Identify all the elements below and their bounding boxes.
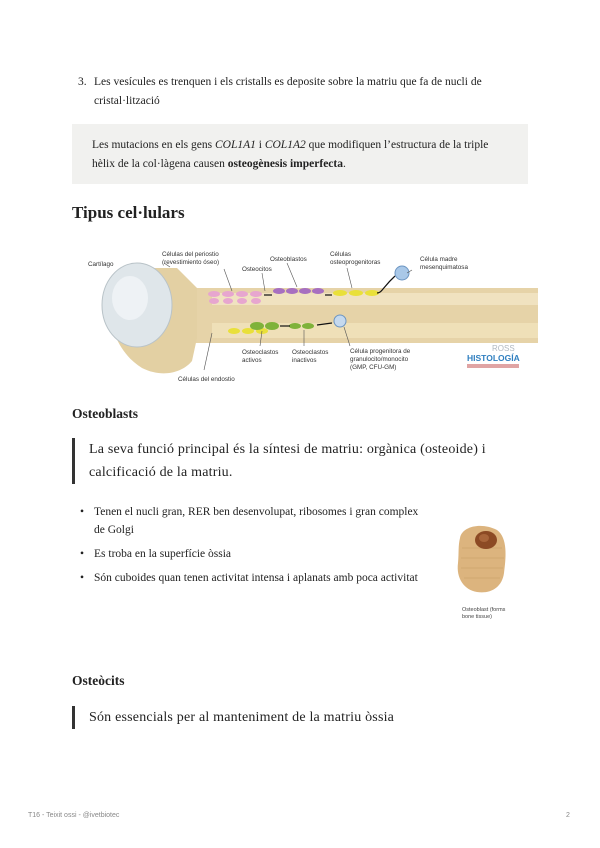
label-periostio: Células del periostio — [162, 251, 219, 258]
list-item: • Es troba en la superfície òssia — [78, 545, 428, 563]
label-inactivos-2: inactivos — [292, 357, 317, 364]
label-madre-2: mesenquimatosa — [420, 264, 468, 271]
gmp-progenitor-cell — [334, 315, 346, 327]
label-revestimiento: (revestimiento óseo) — [162, 259, 220, 266]
label-progenitoras-1: Células — [330, 251, 351, 258]
label-inactivos-1: Osteoclastos — [292, 349, 329, 356]
brand-strip — [467, 364, 519, 368]
list-item: • Tenen el nucli gran, RER ben desenvolupat, ribosomes i gran complex de Golgi — [78, 503, 428, 539]
mesenchymal-stem-cell — [395, 266, 409, 280]
page-number: 2 — [566, 812, 570, 819]
callout-text-3: que modifiquen l’estructura de la triple hèlix de la col·làgena causen — [92, 139, 489, 170]
callout-text-4: . — [342, 158, 346, 170]
label-progenitoras-2: osteoprogenitoras — [330, 259, 381, 266]
label-endostio: Células del endostio — [178, 376, 235, 383]
osteoblasts-title: Osteoblasts — [72, 406, 139, 421]
label-gran-3: (GMP, CFU-GM) — [350, 364, 397, 371]
list-number: 3. — [78, 76, 87, 88]
osteocits-quote: Són essencials per al manteniment de la matriu òssia — [72, 706, 519, 729]
list-text: Les vesícules es trenquen i els cristalls es deposite sobre la matriu que fa de nucli de cristal·lització — [94, 76, 482, 107]
label-madre-1: Célula madre — [420, 256, 458, 263]
section-title: Tipus cel·lulars — [72, 203, 185, 222]
footer-text: T16 - Teixit ossi - @ivetbiotec — [28, 812, 120, 819]
label-osteocitos: Osteocitos — [242, 266, 272, 273]
label-activos-2: activos — [242, 357, 262, 364]
bone-cells-figure — [82, 243, 538, 385]
label-osteoblastos: Osteoblastos — [270, 256, 307, 263]
callout-text-1: Les mutacions en els gens — [92, 139, 215, 151]
list-item: • Són cuboides quan tenen activitat intensa i aplanats amb poca activitat — [78, 569, 428, 587]
gene-col1a1: COL1A1 — [214, 139, 256, 151]
osteocits-title: Osteòcits — [72, 673, 125, 688]
label-gran-2: granulocito/monocito — [350, 356, 409, 363]
label-activos-1: Osteoclastos — [242, 349, 279, 356]
brand-histologia: HISTOLOGÍA — [467, 353, 520, 363]
callout-bold: osteogènesis imperfecta — [227, 158, 343, 170]
callout-box — [72, 124, 528, 184]
gene-col1a2: COL1A2 — [264, 139, 306, 151]
label-cartilago: Cartílago — [88, 261, 114, 268]
callout-text-2: i — [255, 139, 265, 151]
osteoblast-image-caption: Osteoblast (forms bone tissue) — [462, 607, 506, 620]
brand-ross: ROSS — [492, 344, 515, 353]
numbered-list-item — [78, 73, 533, 111]
osteoblasts-quote: La seva funció principal és la síntesi de matriu: orgànica (osteoide) i calcificació de la matriu. — [72, 438, 519, 484]
osteoblast-image — [452, 518, 510, 596]
osteoblasts-bullets — [78, 503, 428, 593]
label-gran-1: Célula progenitora de — [350, 348, 411, 355]
